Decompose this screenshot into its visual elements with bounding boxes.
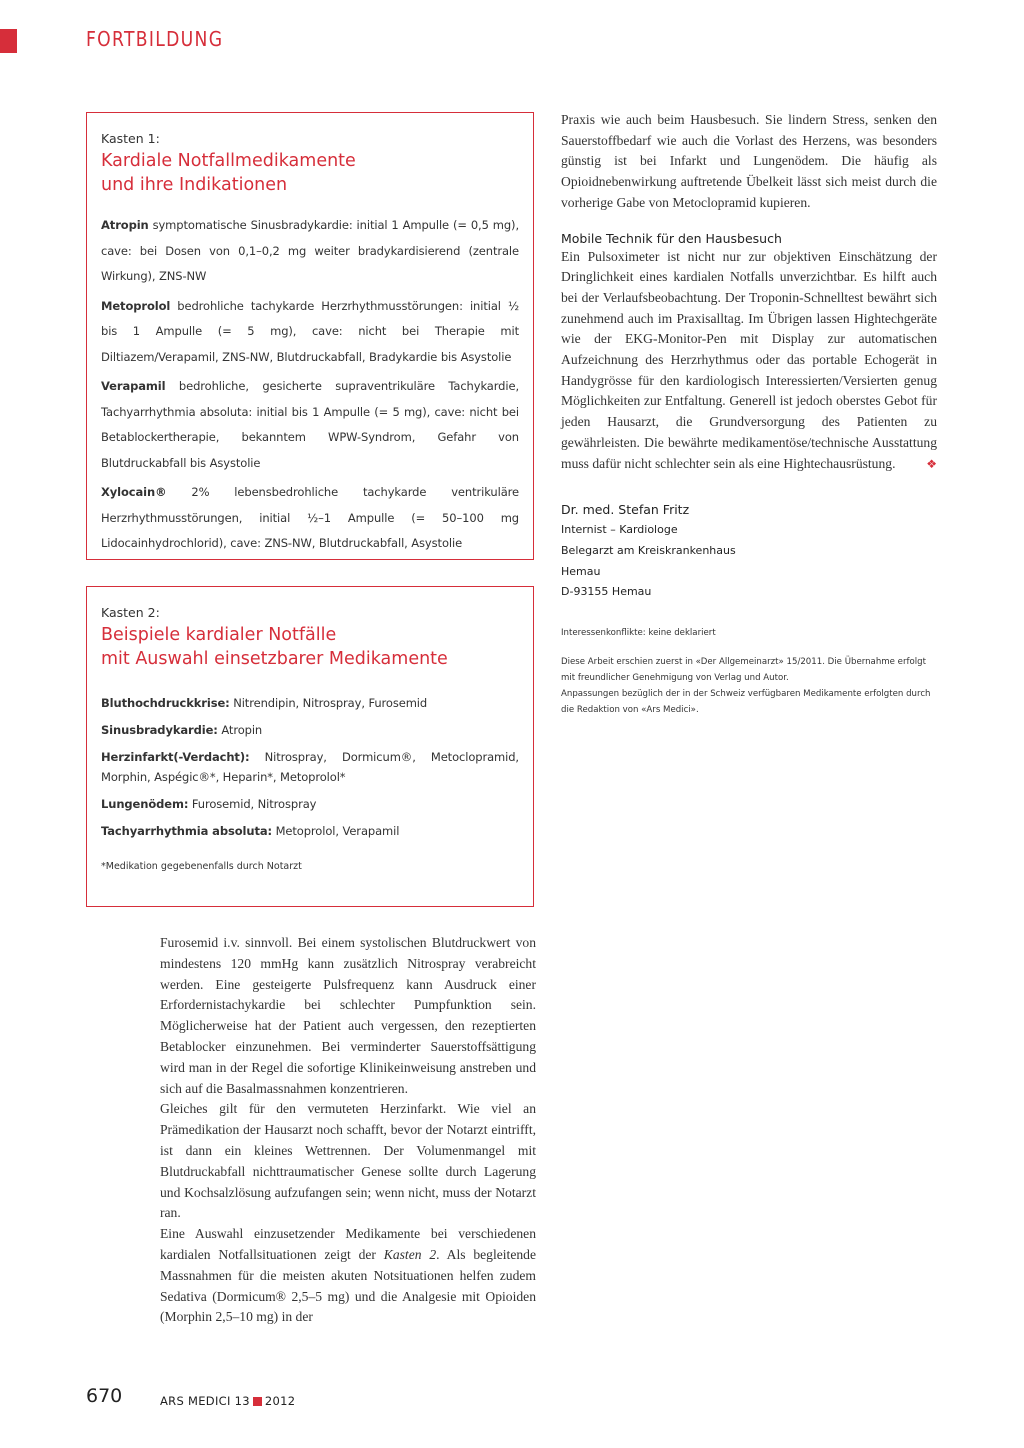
author-postal: D-93155 Hemau bbox=[561, 585, 652, 599]
emergency-entry bbox=[101, 693, 519, 713]
kasten-1-box bbox=[86, 112, 534, 560]
emergency-text: Atropin bbox=[217, 723, 263, 737]
drug-name: Metoprolol bbox=[101, 298, 171, 313]
emergency-label: Sinusbradykardie: bbox=[101, 723, 218, 737]
drug-name: Verapamil bbox=[101, 379, 166, 393]
emergency-label: Herzinfarkt(-Verdacht): bbox=[101, 750, 250, 764]
end-mark-icon: ❖ bbox=[926, 456, 937, 471]
right-paragraph-1: Praxis wie auch beim Hausbesuch. Sie lindern Stress, senken den Sauerstoffbedarf wie auch die Vorlast des Herzens, was besonders günstig ist bei Infarkt und Lungenödem. Die häufig als Opioidnebenwirkung auftretende Übelkeit lässt sich meist durch die vorherige Gabe von Metoclopramid kupieren. bbox=[561, 112, 937, 210]
kasten-2-footnote: *Medikation gegebenenfalls durch Notarzt bbox=[101, 861, 302, 872]
author-city: Hemau bbox=[561, 564, 601, 578]
right-paragraph-2-text: Ein Pulsoximeter ist nicht nur zur objektiven Einschätzung der Dringlichkeit eines kardialen Notfalls unverzichtbar. Es hilft auch bei der Verlaufsbeobachtung. Der Troponin-Schnelltest bewährt sich zunehmend auch im Praxisalltag. Im Übrigen lassen Hightechgeräte wie der EKG-Monitor-Pen mit Display zur automatischen Aufzeichnung des Herzrhythmus oder das portable Echogerät in Handygrösse für den kardiologisch Interessierten/Versierten genug Möglichkeiten zur Entfaltung. Generell ist jedoch oberstes Gebot für jeden Hausarzt, die Grundversorgung des Patienten zu gewährleisten. Die bewährte medikamentöse/technische Ausstattung muss dafür nicht schlechter sein als eine Hightechausrüstung. bbox=[561, 248, 937, 471]
bottom-paragraph-1: Furosemid i.v. sinnvoll. Bei einem systolischen Blutdruckwert von mindestens 120 mmHg kann zusätzlich Nitrospray verabreicht werden. Eine gesteigerte Pulsfrequenz kann Ausdruck einer Erfordernistachykardie bei schlechter Pumpfunktion sein. Möglicherweise hat der Patient auch vergessen, den rezeptierten Betablocker einzunehmen. Bei verminderter Sauerstoffsättigung wird man in der Regel die sofortige Klinikeinweisung anstreben und sich auf die Basalmassnahmen konzentrieren. bbox=[160, 935, 536, 1096]
drug-text: bedrohliche, gesicherte supraventrikuläre Tachykardie, Tachyarrhythmia absoluta: initial bis 1 Ampulle (= 5 mg), cave: nicht bei Betablockertherapie, bekanntem WPW-Syndrom, Gefahr von Blutdruckabfall bis Asystolie bbox=[101, 379, 519, 470]
emergency-entry bbox=[101, 720, 519, 740]
drug-name: Atropin bbox=[101, 218, 149, 232]
emergency-text: Metoprolol, Verapamil bbox=[272, 824, 400, 838]
drug-entry bbox=[101, 480, 519, 557]
author-block bbox=[561, 500, 937, 603]
kasten-2-title-line2: mit Auswahl einsetzbarer Medikamente bbox=[101, 649, 448, 669]
publication-note bbox=[561, 654, 937, 718]
section-marker bbox=[0, 29, 17, 53]
section-title: FORTBILDUNG bbox=[86, 27, 224, 51]
bottom-paragraph-3-b: . Als begleitende Massnahmen für die meisten akuten Notsituationen helfen zudem Sedativa (Dormicum® 2,5–5 mg) und die Analgesie mit Opioiden (Morphin 2,5–10 mg) in der bbox=[160, 1246, 536, 1325]
drug-entry bbox=[101, 294, 519, 371]
separator-square-icon bbox=[253, 1397, 262, 1406]
emergency-entry bbox=[101, 794, 519, 814]
author-name: Dr. med. Stefan Fritz bbox=[561, 502, 690, 518]
kasten-1-title-line2: und ihre Indikationen bbox=[101, 175, 288, 195]
publication-note-2: Anpassungen bezüglich der in der Schweiz verfügbaren Medikamente erfolgten durch die Redaktion von «Ars Medici». bbox=[561, 689, 931, 716]
emergency-label: Lungenödem: bbox=[101, 797, 189, 811]
drug-entry bbox=[101, 213, 519, 290]
emergency-label: Tachyarrhythmia absoluta: bbox=[101, 824, 273, 838]
publication-note-1: Diese Arbeit erschien zuerst in «Der Allgemeinarzt» 15/2011. Die Übernahme erfolgt mit freundlicher Genehmigung von Verlag und Autor. bbox=[561, 657, 926, 684]
journal-info bbox=[160, 1394, 295, 1408]
kasten-1-kicker: Kasten 1: bbox=[101, 131, 160, 146]
subheading: Mobile Technik für den Hausbesuch bbox=[561, 230, 782, 246]
kasten-1-title-line1: Kardiale Notfallmedikamente bbox=[101, 151, 356, 171]
kasten-1-title bbox=[101, 149, 519, 197]
author-affiliation: Belegarzt am Kreiskrankenhaus bbox=[561, 543, 736, 557]
journal-year: 2012 bbox=[264, 1394, 296, 1408]
emergency-entry bbox=[101, 821, 519, 841]
page-number: 670 bbox=[86, 1385, 123, 1407]
emergency-text: Nitrendipin, Nitrospray, Furosemid bbox=[229, 696, 428, 710]
drug-text: bedrohliche tachykarde Herzrhythmusstörungen: initial ½ bis 1 Ampulle (= 5 mg), cave: nicht bei Therapie mit Diltiazem/Verapamil, ZNS-NW, Blutdruckabfall, Bradykardie bis Asystolie bbox=[101, 298, 519, 364]
kasten-2-kicker: Kasten 2: bbox=[101, 605, 160, 620]
kasten-reference: Kasten 2 bbox=[383, 1246, 437, 1262]
kasten-1-list bbox=[101, 213, 519, 557]
bottom-paragraph-2: Gleiches gilt für den vermuteten Herzinfarkt. Wie viel an Prämedikation der Hausarzt noch schafft, bevor der Notarzt eintrifft, ist dann ein kleines Wettrennen. Der Volumenmangel mit Blutdruckabfall nichttraumatischer Genese sollte durch Lagerung und Kochsalzlösung aufzufangen sein; wenn nicht, muss der Notarzt ran. bbox=[160, 1101, 536, 1221]
author-title: Internist – Kardiologe bbox=[561, 523, 678, 537]
emergency-text: Furosemid, Nitrospray bbox=[188, 797, 317, 811]
right-paragraph-2 bbox=[561, 247, 937, 475]
emergency-label: Bluthochdruckkrise: bbox=[101, 696, 230, 710]
drug-name: Xylocain® bbox=[101, 485, 167, 499]
drug-entry bbox=[101, 374, 519, 476]
conflict-of-interest: Interessenkonflikte: keine deklariert bbox=[561, 628, 716, 639]
bottom-column bbox=[160, 933, 536, 1328]
emergency-text: Nitrospray, Dormicum®, Metoclopramid, Morphin, Aspégic®*, Heparin*, Metoprolol* bbox=[101, 750, 519, 784]
right-column bbox=[561, 110, 937, 718]
journal-name: ARS MEDICI 13 bbox=[160, 1394, 250, 1408]
drug-text: symptomatische Sinusbradykardie: initial 1 Ampulle (= 0,5 mg), cave: bei Dosen von 0,1–0,2 mg weiter bradykardisierend (zentrale Wirkung), ZNS-NW bbox=[101, 218, 519, 283]
bottom-paragraph-3-a: Eine Auswahl einzusetzender Medikamente bei verschiedenen kardialen Notfallsituationen zeigt der bbox=[160, 1226, 536, 1262]
kasten-2-title bbox=[101, 623, 519, 671]
emergency-entry bbox=[101, 747, 519, 787]
kasten-2-box bbox=[86, 586, 534, 907]
bottom-paragraph-3 bbox=[160, 1224, 536, 1328]
drug-text: 2% lebensbedrohliche tachykarde ventrikuläre Herzrhythmusstörungen, initial ½–1 Ampulle (= 50–100 mg Lidocainhydrochlorid), cave: ZNS-NW, Blutdruckabfall, Asystolie bbox=[101, 485, 519, 550]
kasten-2-list bbox=[101, 693, 519, 841]
kasten-2-title-line1: Beispiele kardialer Notfälle bbox=[101, 625, 337, 645]
